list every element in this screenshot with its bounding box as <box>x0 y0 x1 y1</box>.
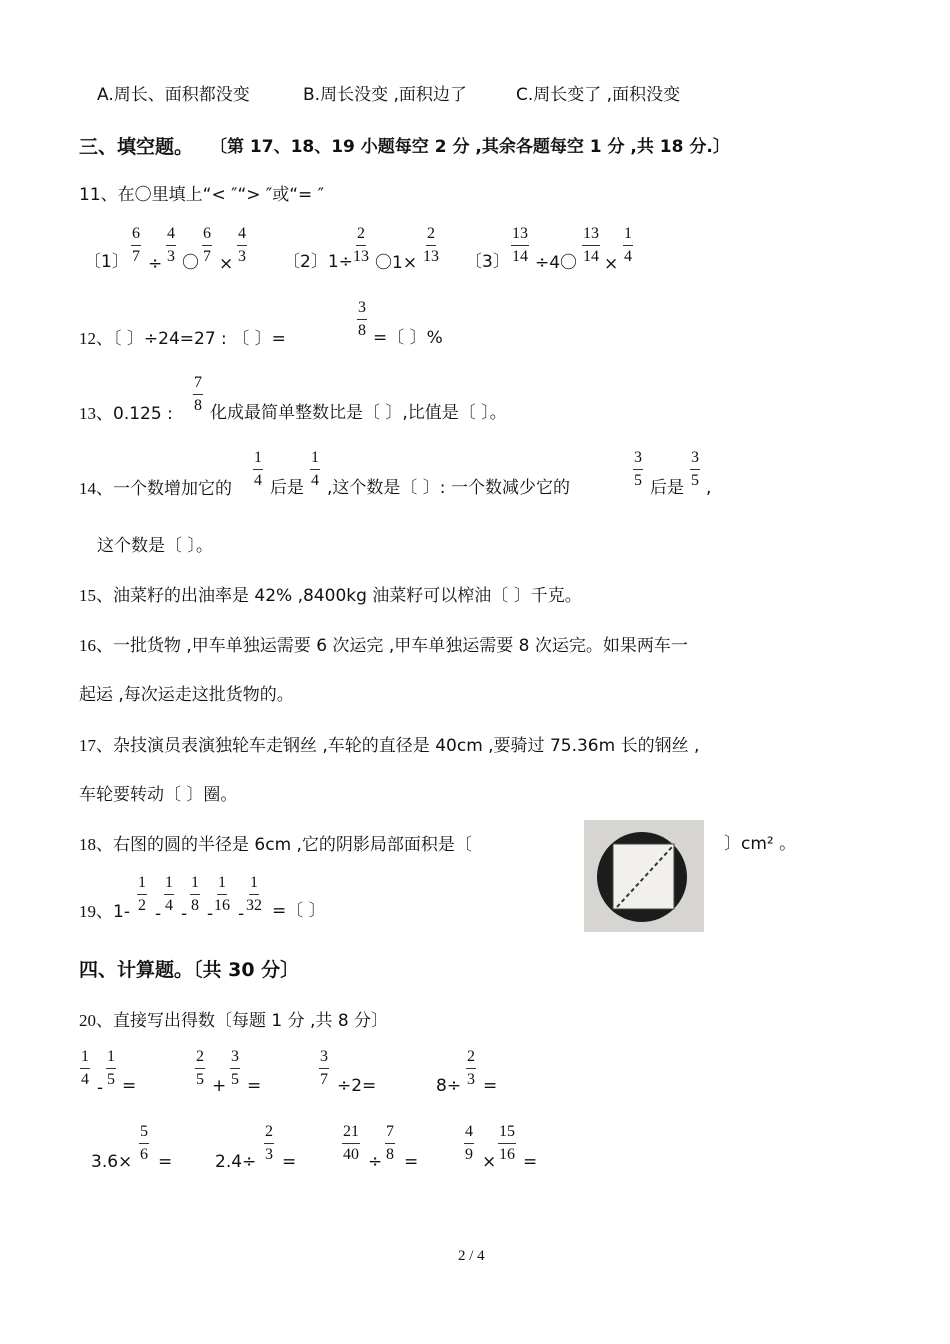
q11-p3-times: × <box>604 254 619 274</box>
q11-part1-label: 〔1〕 <box>84 252 129 272</box>
q18-number: 18 <box>79 835 96 854</box>
q11-p3-fraction-1 <box>511 226 529 265</box>
q14-line-2: 这个数是〔 〕。 <box>97 536 213 556</box>
numerator: 21 <box>342 1124 360 1144</box>
q13-number: 13 <box>79 404 96 423</box>
q20-e1-fraction-1 <box>80 1049 90 1088</box>
q20-e2-equals: = <box>247 1076 262 1096</box>
denominator: 3 <box>167 248 175 265</box>
q20-e7-equals: = <box>404 1152 419 1172</box>
q20-e1-equals: = <box>122 1076 137 1096</box>
denominator: 4 <box>165 897 173 914</box>
denominator: 9 <box>465 1146 473 1163</box>
q19-minus-3: - <box>207 904 214 924</box>
denominator: 14 <box>512 248 528 265</box>
denominator: 16 <box>214 897 230 914</box>
q16-number: 16 <box>79 636 96 655</box>
q12-text-a <box>79 330 286 348</box>
numerator: 7 <box>193 375 203 395</box>
numerator: 4 <box>166 226 176 246</box>
q12-fraction <box>357 300 367 339</box>
numerator: 4 <box>464 1124 474 1144</box>
q13-fraction <box>193 375 203 414</box>
denominator: 5 <box>634 472 642 489</box>
numerator: 2 <box>195 1049 205 1069</box>
q11-p1-compare-circle[interactable]: 〇 <box>182 253 199 273</box>
option-b: B.周长没变 ,面积边了 <box>303 85 467 105</box>
denominator: 6 <box>140 1146 148 1163</box>
q12-number: 12 <box>79 329 96 348</box>
section-3-note: 〔第 17、18、19 小题每空 2 分 ,其余各题每空 1 分 ,共 18 分.〕 <box>210 137 730 157</box>
q16-prompt-1: 、一批货物 ,甲车单独运需要 6 次运完 ,甲车单独运需要 8 次运完。如果两车一 <box>96 636 688 656</box>
q16-line-1 <box>79 637 688 655</box>
q20-e1-fraction-2 <box>106 1049 116 1088</box>
denominator: 13 <box>353 248 369 265</box>
q19-prompt-start: 、1- <box>96 902 130 922</box>
option-a: A.周长、面积都没变 <box>97 85 250 105</box>
q12-text-b: =〔 〕% <box>373 328 443 348</box>
q15-text <box>79 587 582 605</box>
numerator: 13 <box>582 226 600 246</box>
q14-fraction-3 <box>633 450 643 489</box>
denominator: 7 <box>203 248 211 265</box>
q14-text-d: 后是 <box>650 478 684 498</box>
q19-minus-1: - <box>155 904 162 924</box>
numerator: 2 <box>426 226 436 246</box>
q20-e4-fraction <box>466 1049 476 1088</box>
q11-p1-fraction-4 <box>237 226 247 265</box>
circle-square-figure <box>584 820 704 932</box>
section-4-title: 四、计算题。〔共 30 分〕 <box>79 959 300 981</box>
numerator: 13 <box>511 226 529 246</box>
denominator: 7 <box>132 248 140 265</box>
numerator: 1 <box>249 875 259 895</box>
q19-fraction-2 <box>164 875 174 914</box>
denominator: 8 <box>191 897 199 914</box>
q11-p1-divide: ÷ <box>148 254 163 274</box>
section-3-title: 三、填空题。 <box>79 136 194 158</box>
q18-text-b: 〕cm² 。 <box>724 834 797 854</box>
denominator: 5 <box>107 1071 115 1088</box>
denominator: 5 <box>691 472 699 489</box>
numerator: 15 <box>498 1124 516 1144</box>
q20-e1-op: - <box>97 1078 104 1098</box>
numerator: 1 <box>310 450 320 470</box>
numerator: 5 <box>139 1124 149 1144</box>
q13-prompt-a: 、0.125 : <box>96 404 173 424</box>
q14-fraction-4 <box>690 450 700 489</box>
q20-e6-fraction <box>264 1124 274 1163</box>
q13-text-b: 化成最简单整数比是〔 〕,比值是〔 〕。 <box>210 403 507 423</box>
q20-text <box>79 1012 388 1030</box>
q16-line-2: 起运 ,每次运走这批货物的。 <box>79 685 294 705</box>
q20-e2-op: + <box>212 1076 227 1096</box>
q14-prompt-a: 、一个数增加它的 <box>96 479 232 499</box>
q14-text-b: 后是 <box>270 478 304 498</box>
numerator: 1 <box>190 875 200 895</box>
numerator: 3 <box>357 300 367 320</box>
q15-number: 15 <box>79 586 96 605</box>
q20-e4-equals: = <box>483 1076 498 1096</box>
q15-prompt: 、油菜籽的出油率是 42% ,8400kg 油菜籽可以榨油〔 〕千克。 <box>96 586 582 606</box>
q19-fraction-5 <box>246 875 262 914</box>
q11-p1-times: × <box>219 254 234 274</box>
numerator: 6 <box>131 226 141 246</box>
q11-p3-fraction-2 <box>582 226 600 265</box>
numerator: 3 <box>319 1049 329 1069</box>
denominator: 32 <box>246 897 262 914</box>
numerator: 1 <box>217 875 227 895</box>
q20-e4-prefix: 8÷ <box>436 1076 462 1096</box>
q20-e7-fraction-1 <box>342 1124 360 1163</box>
denominator: 2 <box>138 897 146 914</box>
q19-minus-2: - <box>181 904 188 924</box>
denominator: 13 <box>423 248 439 265</box>
denominator: 40 <box>343 1146 359 1163</box>
q14-text-e: , <box>706 478 712 498</box>
denominator: 4 <box>81 1071 89 1088</box>
q14-number: 14 <box>79 479 96 498</box>
q19-end: =〔 〕 <box>272 901 326 921</box>
q20-e3-fraction <box>319 1049 329 1088</box>
numerator: 1 <box>253 450 263 470</box>
q18-prompt-a: 、右图的圆的半径是 6cm ,它的阴影局部面积是〔 <box>96 835 472 855</box>
denominator: 8 <box>194 397 202 414</box>
q19-fraction-1 <box>137 875 147 914</box>
denominator: 4 <box>311 472 319 489</box>
q20-e2-fraction-2 <box>230 1049 240 1088</box>
q14-text-c: ,这个数是〔 〕: 一个数减少它的 <box>327 478 570 498</box>
q12-prompt-a: 、〔 〕÷24=27 : 〔 〕= <box>96 329 286 349</box>
q19-start <box>79 903 130 921</box>
q17-line-1 <box>79 737 699 755</box>
q17-number: 17 <box>79 736 96 755</box>
q20-e6-equals: = <box>282 1152 297 1172</box>
q11-p1-fraction-3 <box>202 226 212 265</box>
denominator: 4 <box>624 248 632 265</box>
denominator: 16 <box>499 1146 515 1163</box>
q11-p3-fraction-3 <box>623 226 633 265</box>
q20-e6-prefix: 2.4÷ <box>215 1152 257 1172</box>
denominator: 4 <box>254 472 262 489</box>
q17-line-2: 车轮要转动〔 〕圈。 <box>79 785 238 805</box>
q20-e5-prefix: 3.6× <box>91 1152 133 1172</box>
numerator: 1 <box>137 875 147 895</box>
q20-e8-fraction-1 <box>464 1124 474 1163</box>
numerator: 1 <box>623 226 633 246</box>
numerator: 2 <box>356 226 366 246</box>
q11-part2-label: 〔2〕1÷ <box>283 252 353 272</box>
q11-p3-middle: ÷4〇 <box>535 253 578 273</box>
q20-e7-op: ÷ <box>368 1152 383 1172</box>
q17-prompt-1: 、杂技演员表演独轮车走钢丝 ,车轮的直径是 40cm ,要骑过 75.36m 长的钢丝 , <box>96 736 700 756</box>
numerator: 3 <box>690 450 700 470</box>
q19-fraction-4 <box>214 875 230 914</box>
numerator: 1 <box>164 875 174 895</box>
q11-p2-fraction-2 <box>423 226 439 265</box>
q20-e8-fraction-2 <box>498 1124 516 1163</box>
denominator: 5 <box>231 1071 239 1088</box>
q20-e8-op: × <box>482 1152 497 1172</box>
denominator: 7 <box>320 1071 328 1088</box>
circle-square-diagram <box>584 820 704 932</box>
q11-p1-fraction-2 <box>166 226 176 265</box>
q19-minus-4: - <box>238 904 245 924</box>
numerator: 1 <box>106 1049 116 1069</box>
q20-e8-equals: = <box>523 1152 538 1172</box>
q20-e5-fraction <box>139 1124 149 1163</box>
q11-p2-middle: 〇1× <box>375 253 418 273</box>
q14-text-a <box>79 480 232 498</box>
q13-text-a <box>79 405 173 423</box>
denominator: 5 <box>196 1071 204 1088</box>
denominator: 14 <box>583 248 599 265</box>
q11-prompt: 、在〇里填上“< ″“> ″或“= ″ <box>100 185 325 205</box>
q20-e3-rest: ÷2= <box>337 1076 377 1096</box>
denominator: 3 <box>265 1146 273 1163</box>
numerator: 3 <box>633 450 643 470</box>
page-number: 2 / 4 <box>458 1248 485 1264</box>
q14-fraction-1 <box>253 450 263 489</box>
denominator: 3 <box>238 248 246 265</box>
numerator: 1 <box>80 1049 90 1069</box>
q20-e2-fraction-1 <box>195 1049 205 1088</box>
option-c: C.周长变了 ,面积没变 <box>516 85 681 105</box>
denominator: 8 <box>386 1146 394 1163</box>
q20-number: 20 <box>79 1011 96 1030</box>
numerator: 7 <box>385 1124 395 1144</box>
q18-text-a <box>79 836 472 854</box>
q11-number: 11 <box>79 185 101 205</box>
q11-p1-fraction-1 <box>131 226 141 265</box>
q11-part3-label: 〔3〕 <box>465 252 510 272</box>
q11-p2-fraction-1 <box>353 226 369 265</box>
q20-e5-equals: = <box>158 1152 173 1172</box>
q14-fraction-2 <box>310 450 320 489</box>
denominator: 3 <box>467 1071 475 1088</box>
q20-prompt: 、直接写出得数〔每题 1 分 ,共 8 分〕 <box>96 1011 389 1031</box>
q19-number: 19 <box>79 902 96 921</box>
denominator: 8 <box>358 322 366 339</box>
q11-text <box>79 187 324 204</box>
numerator: 4 <box>237 226 247 246</box>
numerator: 2 <box>466 1049 476 1069</box>
numerator: 3 <box>230 1049 240 1069</box>
numerator: 2 <box>264 1124 274 1144</box>
q20-e7-fraction-2 <box>385 1124 395 1163</box>
numerator: 6 <box>202 226 212 246</box>
q19-fraction-3 <box>190 875 200 914</box>
